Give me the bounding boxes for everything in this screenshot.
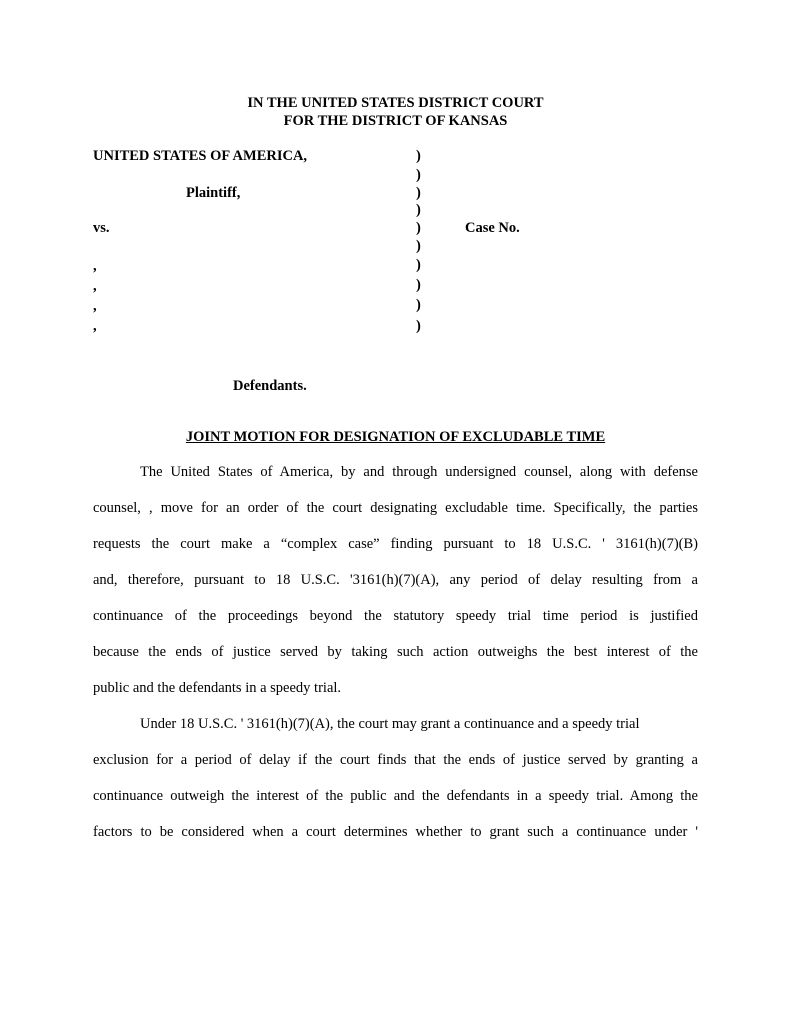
body-paragraph-1 [93,454,698,706]
paragraph-line: Under 18 U.S.C. ' 3161(h)(7)(A), the court may grant a continuance and a speedy trial [140,716,640,732]
paragraph-line: counsel, , move for an order of the court designating excludable time. Specifically, the parties [93,500,698,516]
paragraph-line: requests the court make a “complex case” finding pursuant to 18 U.S.C. ' 3161(h)(7)(B) [93,536,698,552]
defendant-name-3: , [93,298,97,314]
court-heading-line2: FOR THE DISTRICT OF KANSAS [283,113,508,129]
defendant-name-2: , [93,278,97,294]
paragraph-line: continuance of the proceedings beyond the statutory speedy trial time period is justified [93,608,698,624]
case-number-label: Case No. [465,220,520,236]
defendants-label: Defendants. [233,378,307,394]
caption-paren: ) [416,167,421,183]
defendant-name-4: , [93,318,97,334]
caption-paren: ) [416,202,421,218]
caption-paren: ) [416,297,421,313]
caption-paren: ) [416,318,421,334]
plaintiff-name: UNITED STATES OF AMERICA, [93,148,308,164]
caption-paren: ) [416,257,421,273]
caption-paren: ) [416,277,421,293]
paragraph-line: The United States of America, by and through undersigned counsel, along with defense [140,464,698,480]
plaintiff-label: Plaintiff, [186,185,241,201]
caption-paren: ) [416,220,421,236]
caption-paren: ) [416,148,421,164]
paragraph-line: public and the defendants in a speedy trial. [93,680,342,696]
paragraph-line: factors to be considered when a court determines whether to grant such a continuance under ' [93,824,698,840]
paragraph-line: exclusion for a period of delay if the court finds that the ends of justice served by granting a [93,752,698,768]
court-heading-line1: IN THE UNITED STATES DISTRICT COURT [247,95,544,111]
motion-title: JOINT MOTION FOR DESIGNATION OF EXCLUDABLE TIME [185,429,606,445]
versus-label: vs. [93,220,110,236]
caption-paren: ) [416,238,421,254]
caption-paren: ) [416,185,421,201]
paragraph-line: continuance outweigh the interest of the public and the defendants in a speedy trial. Among the [93,788,698,804]
paragraph-line: and, therefore, pursuant to 18 U.S.C. '3161(h)(7)(A), any period of delay resulting from a [93,572,698,588]
defendant-name-1: , [93,258,97,274]
paragraph-line: because the ends of justice served by taking such action outweighs the best interest of the [93,644,698,660]
body-paragraph-2 [93,706,698,850]
